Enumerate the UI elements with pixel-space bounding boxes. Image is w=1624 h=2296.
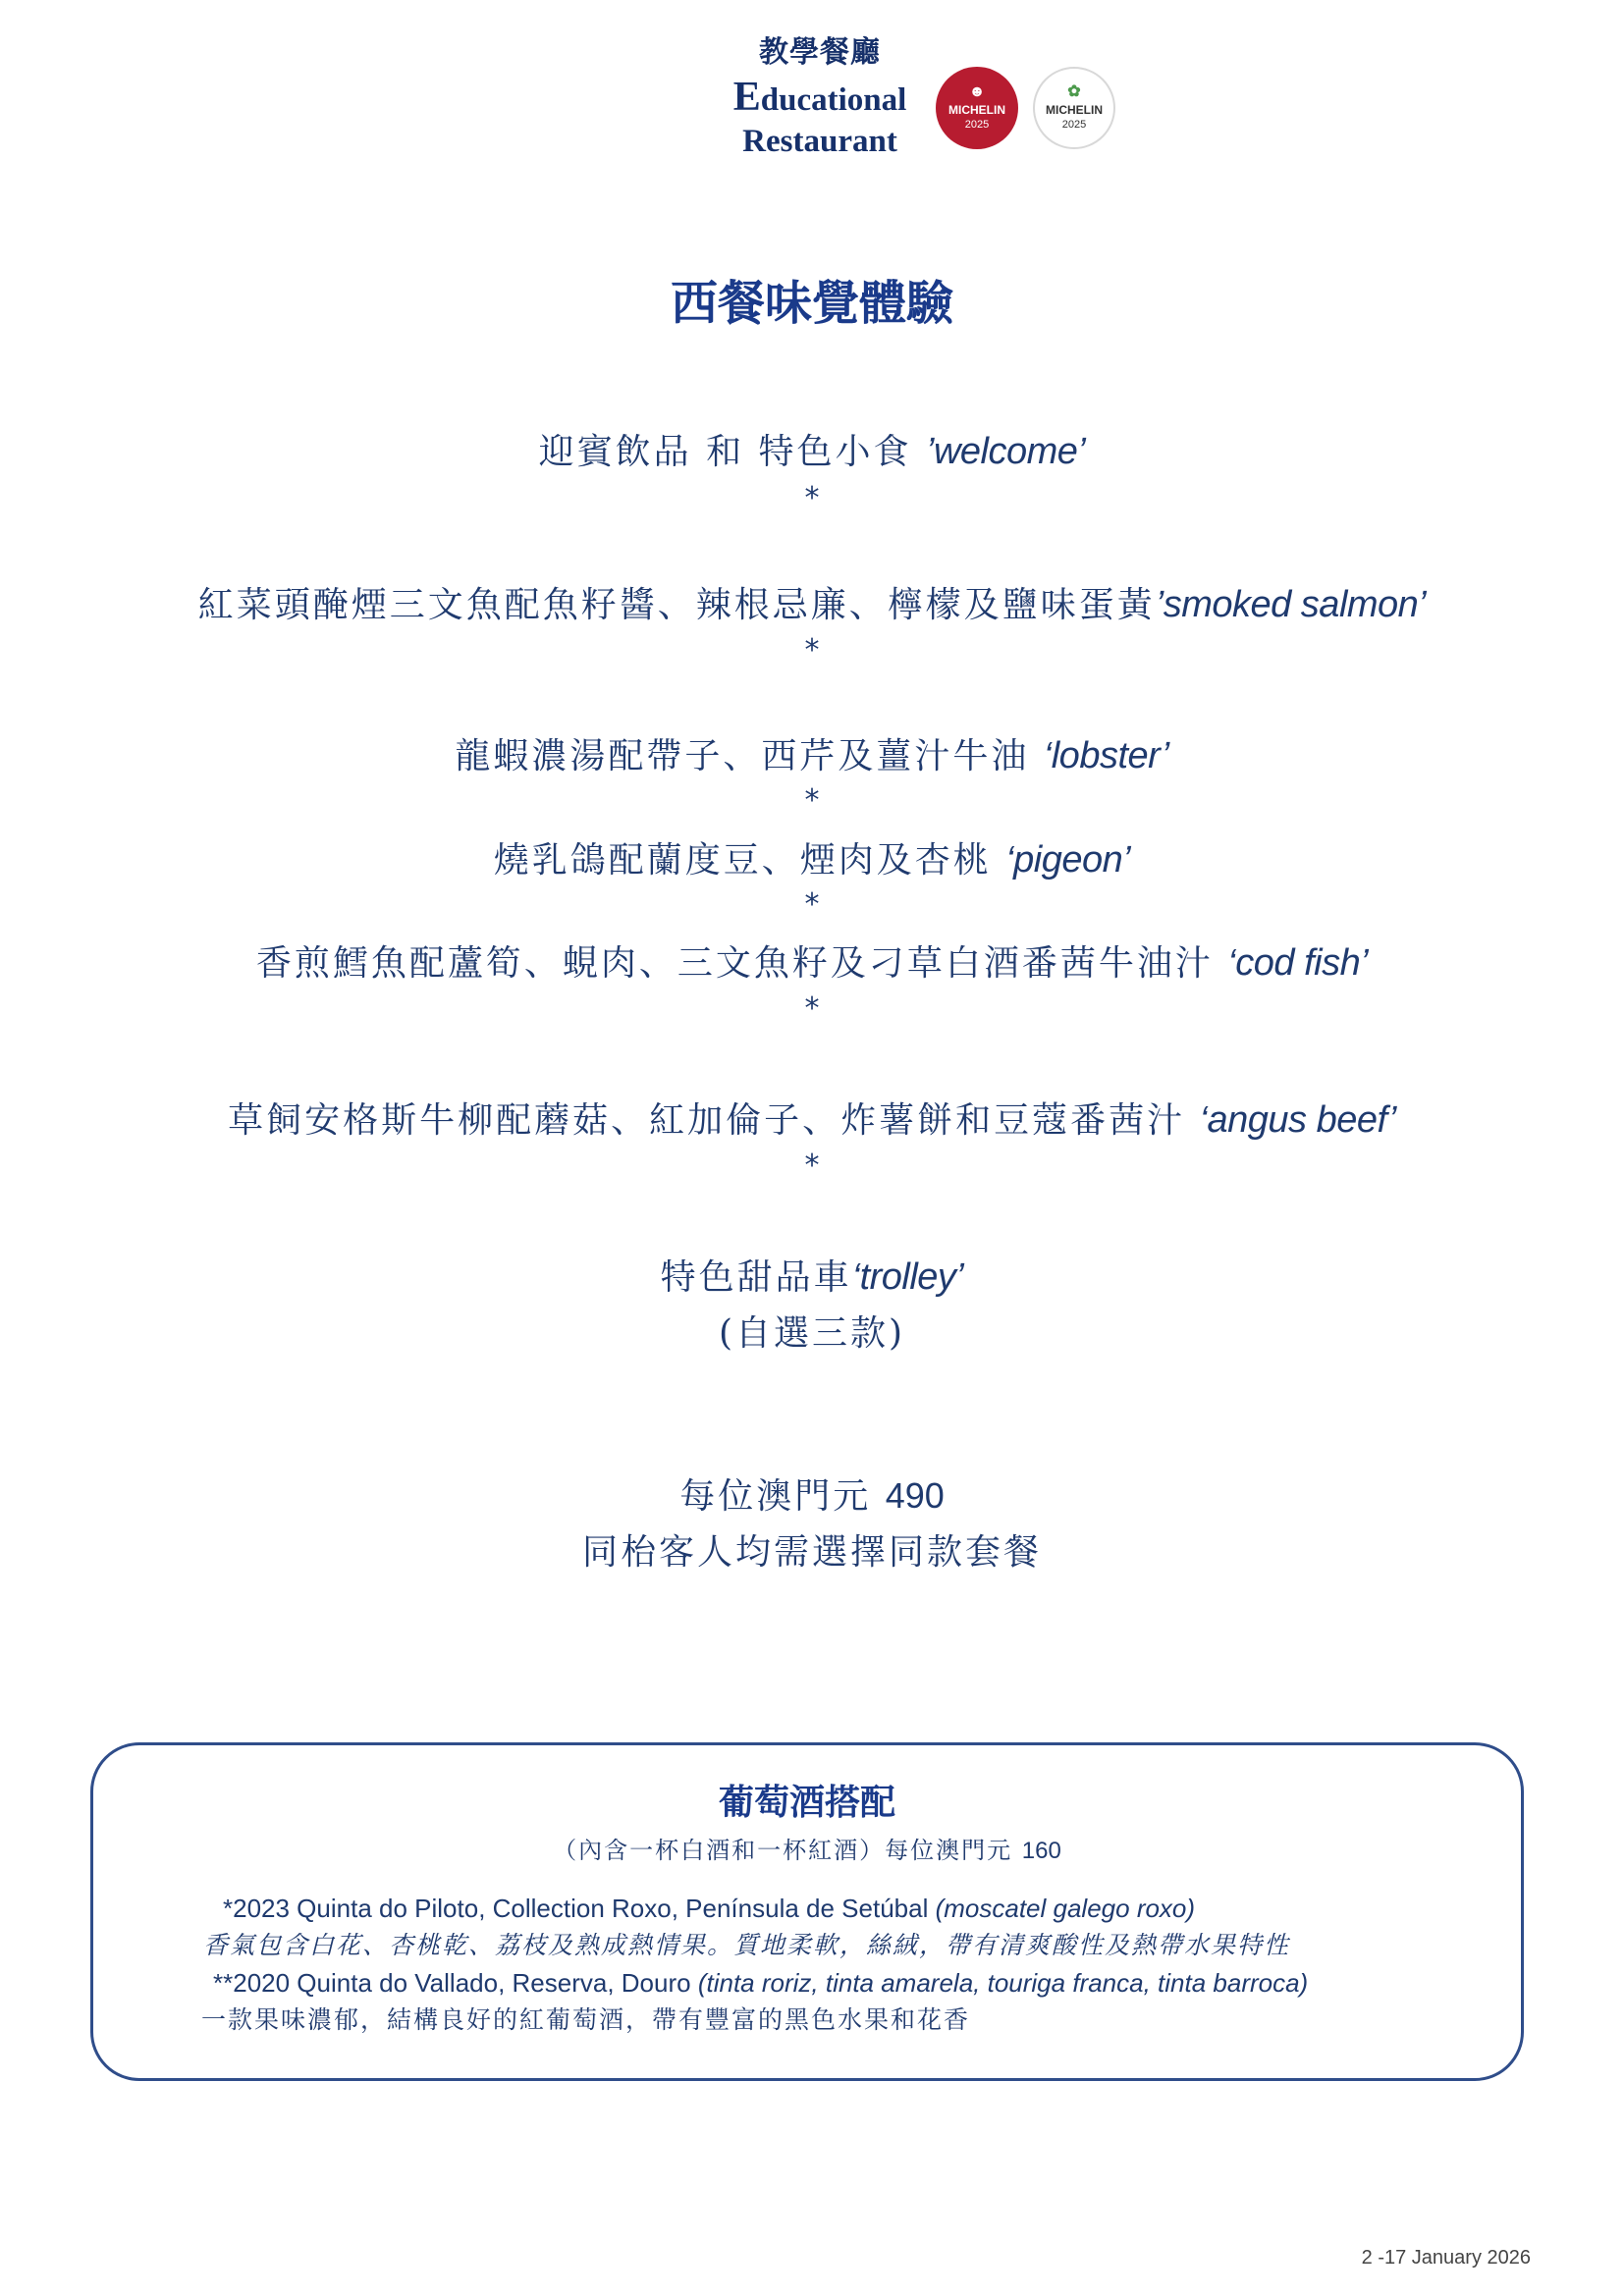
wine-pairing-subtitle [93,1831,1521,1865]
wine-item-white [223,1891,1195,1927]
price-amount: 490 [885,1475,945,1516]
wine-pairing-title: 葡萄酒搭配 [718,1782,895,1823]
restaurant-name-zh: 教學餐廳 [759,35,881,70]
price-note: 同枱客人均需選擇同款套餐 [581,1532,1042,1573]
badge-year: 2025 [964,119,990,131]
course-name-zh: 迎賓飲品 和 特色小食 [538,432,926,472]
dessert-note: (自選三款) [718,1313,906,1354]
course-pigeon [0,832,1624,882]
wine-pairing-subtitle-text: （內含一杯白酒和一杯紅酒）每位澳門元 [553,1837,1022,1864]
wine-tasting-note-red: 一款果味濃郁，結構良好的紅葡萄酒，帶有豐富的黑色水果和花香 [201,2005,971,2034]
restaurant-name-en-line1 [697,77,943,121]
course-name-en: ‘lobster’ [1043,735,1169,776]
course-name-en: ‘trolley’ [851,1256,964,1298]
course-name-zh: 特色甜品車 [660,1257,852,1298]
course-name-en: ‘cod fish’ [1227,942,1369,984]
michelin-bibendum-icon: ☻ [968,83,986,100]
course-angus-beef [0,1093,1624,1143]
wine-pairing-box [90,1742,1524,2081]
course-separator: * [804,783,820,818]
wine-item-red [213,1965,1308,2002]
course-name-zh: 香煎鱈魚配蘆筍、蜆肉、三文魚籽及刁草白酒番茜牛油汁 [255,943,1228,984]
badge-year: 2025 [1061,119,1087,131]
michelin-guide-badge [936,67,1018,149]
restaurant-name-en-rest: ducational [760,82,907,118]
course-separator: * [804,991,820,1026]
badge-name: MICHELIN [948,103,1005,117]
course-separator: * [804,633,820,667]
course-name-zh: 燒乳鴿配蘭度豆、煙肉及杏桃 [493,840,1006,881]
restaurant-name-initial: E [732,75,761,120]
course-cod-fish [0,935,1624,986]
course-dessert-trolley [0,1250,1624,1300]
wine-tasting-note-white: 香氣包含白花、杏桃乾、荔枝及熟成熱情果。質地柔軟，絲絨，帶有清爽酸性及熱帶水果特性 [203,1931,1291,1959]
green-star-icon: ✿ [1067,83,1081,100]
course-lobster [0,728,1624,778]
price-label: 每位澳門元 [679,1476,886,1517]
course-name-zh: 紅菜頭醃煙三文魚配魚籽醬、辣根忌廉、檸檬及鹽味蛋黃 [197,585,1156,625]
restaurant-header [697,29,943,162]
michelin-green-star-badge [1033,67,1115,149]
menu-date-range: 2 -17 January 2026 [1361,2247,1531,2269]
wine-name: *2023 Quinta do Piloto, Collection Roxo, Península de Setúbal [223,1894,936,1923]
wine-name: **2020 Quinta do Vallado, Reserva, Douro [213,1968,698,1998]
course-name-en: ‘pigeon’ [1005,839,1131,881]
badge-name: MICHELIN [1046,103,1103,117]
course-name-en: ‘angus beef’ [1199,1099,1396,1141]
menu-title: 西餐味覺體驗 [670,276,953,331]
wine-grapes: (moscatel galego roxo) [935,1894,1196,1923]
course-name-en: ’welcome’ [926,431,1086,472]
course-separator: * [804,1148,820,1183]
course-name-zh: 草飼安格斯牛柳配蘑菇、紅加倫子、炸薯餅和豆蔻番茜汁 [228,1100,1200,1141]
course-name-zh: 龍蝦濃湯配帶子、西芹及薑汁牛油 [455,736,1044,776]
wine-grapes: (tinta roriz, tinta amarela, touriga franca, tinta barroca) [697,1968,1309,1998]
course-separator: * [804,887,820,922]
menu-price [0,1468,1624,1519]
restaurant-name-en-line2: Restaurant [742,124,897,159]
course-name-en: ’smoked salmon’ [1155,584,1427,625]
wine-pairing-price: 160 [1021,1838,1061,1864]
course-smoked-salmon [0,577,1624,627]
course-welcome [0,424,1624,474]
course-separator: * [804,481,820,515]
